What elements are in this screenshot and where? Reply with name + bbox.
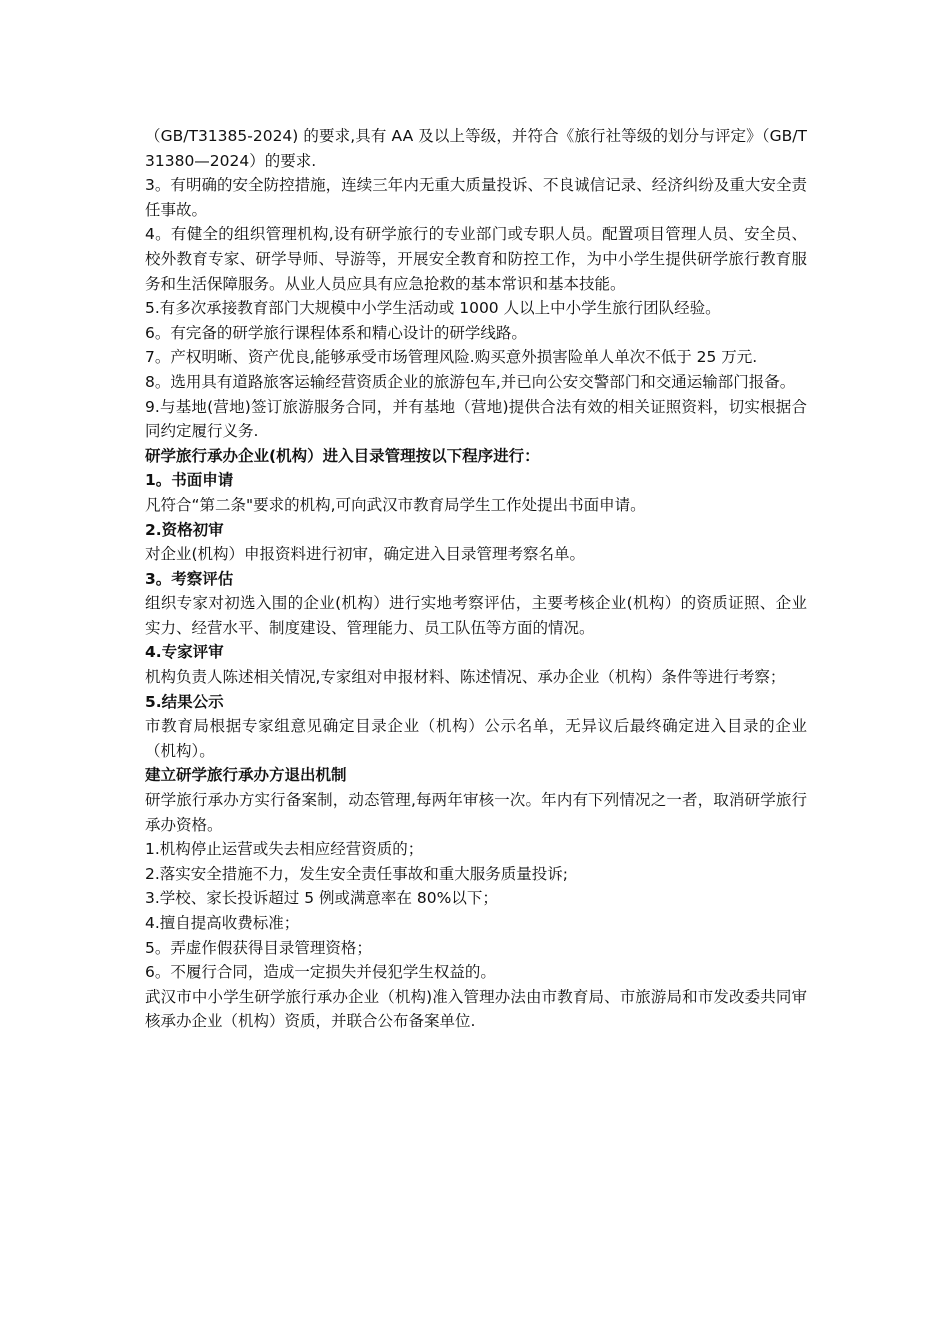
section-heading-procedure: 研学旅行承办企业(机构）进入目录管理按以下程序进行： [145, 446, 540, 465]
step-body-3: 组织专家对初选入围的企业(机构）进行实地考察评估，主要考核企业(机构）的资质证照、企业实力、经营水平、制度建设、管理能力、员工队伍等方面的情况。 [145, 594, 807, 637]
step-heading-2: 2.资格初审 [145, 520, 224, 539]
exit-item-2: 2.落实安全措施不力，发生安全责任事故和重大服务质量投诉; [145, 864, 569, 883]
paragraph-item-3: 3。有明确的安全防控措施，连续三年内无重大质量投诉、不良诚信记录、经济纠纷及重大安全责任事故。 [145, 176, 807, 219]
paragraph-item-4: 4。有健全的组织管理机构,设有研学旅行的专业部门或专职人员。配置项目管理人员、安全员、校外教育专家、研学导师、导游等，开展安全教育和防控工作，为中小学生提供研学旅行教育服务和生活保障服务。从业人员应具有应急抢救的基本常识和基本技能。 [145, 225, 807, 293]
step-body-1: 凡符合“第二条"要求的机构,可向武汉市教育局学生工作处提出书面申请。 [145, 495, 646, 514]
paragraph-item-9: 9.与基地(营地)签订旅游服务合同，并有基地（营地)提供合法有效的相关证照资料，切实根据合同约定履行义务. [145, 397, 807, 441]
exit-item-3: 3.学校、家长投诉超过 5 例或满意率在 80%以下； [145, 889, 498, 908]
exit-intro: 研学旅行承办方实行备案制，动态管理,每两年审核一次。年内有下列情况之一者，取消研学旅行承办资格。 [145, 791, 807, 834]
exit-item-1: 1.机构停止运营或失去相应经营资质的； [145, 840, 424, 859]
exit-item-4: 4.擅自提高收费标准； [145, 914, 300, 932]
paragraph-item-5: 5.有多次承接教育部门大规模中小学生活动或 1000 人以上中小学生旅行团队经验。 [145, 299, 721, 318]
document-page [145, 124, 807, 1034]
step-body-4: 机构负责人陈述相关情况,专家组对申报材料、陈述情况、承办企业（机构）条件等进行考察； [145, 668, 786, 687]
paragraph-item-7: 7。产权明晰、资产优良,能够承受市场管理风险.购买意外损害险单人单次不低于 25 万元. [145, 348, 758, 367]
closing-paragraph: 武汉市中小学生研学旅行承办企业（机构)准入管理办法由市教育局、市旅游局和市发改委共同审核承办企业（机构）资质，并联合公布备案单位. [145, 987, 807, 1031]
paragraph-standard-requirement: （GB/T31385-2024) 的要求,具有 AA 及以上等级，并符合《旅行社等级的划分与评定》（GB/T 31380—2024）的要求. [145, 127, 807, 170]
step-body-5: 市教育局根据专家组意见确定目录企业（机构）公示名单，无异议后最终确定进入目录的企业（机构）。 [145, 717, 807, 760]
exit-item-6: 6。不履行合同，造成一定损失并侵犯学生权益的。 [145, 963, 496, 982]
step-heading-4: 4.专家评审 [145, 643, 224, 662]
step-heading-1: 1。书面申请 [145, 471, 234, 490]
paragraph-item-6: 6。有完备的研学旅行课程体系和精心设计的研学线路。 [145, 323, 527, 342]
step-heading-3: 3。考察评估 [145, 569, 234, 588]
section-heading-exit-mechanism: 建立研学旅行承办方退出机制 [145, 766, 347, 785]
paragraph-item-8: 8。选用具有道路旅客运输经营资质企业的旅游包车,并已向公安交警部门和交通运输部门报备。 [145, 372, 796, 391]
step-heading-5: 5.结果公示 [145, 692, 224, 711]
step-body-2: 对企业(机构）申报资料进行初审，确定进入目录管理考察名单。 [145, 545, 586, 564]
exit-item-5: 5。弄虚作假获得目录管理资格； [145, 938, 372, 957]
